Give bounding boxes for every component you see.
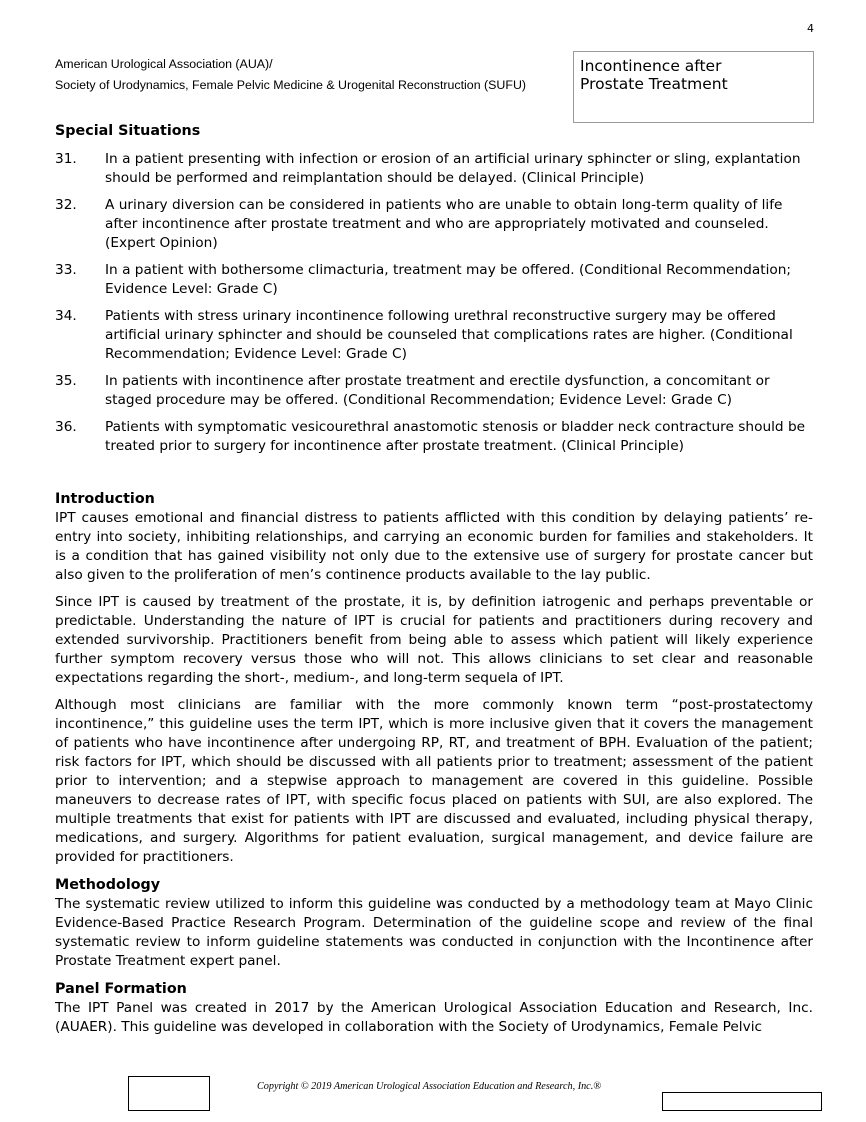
statement-text: Patients with symptomatic vesicourethral anastomotic stenosis or bladder neck contracture should be treated prior to surgery for incontinence after prostate treatment. (Clinical Principle) — [105, 419, 806, 454]
panel-formation-heading: Panel Formation — [55, 981, 187, 997]
statement-text: A urinary diversion can be considered in patients who are unable to obtain long-term quality of life after incontinence after prostate treatment and who are appropriately motivated and counseled. (Expert Opinion) — [105, 197, 783, 251]
organization-header — [55, 54, 565, 96]
statement-number: 36. — [55, 419, 77, 435]
page-content — [55, 121, 813, 1037]
title-line-2: Prostate Treatment — [580, 75, 728, 93]
org-line-2: Society of Urodynamics, Female Pelvic Medicine & Urogenital Reconstruction (SUFU) — [55, 78, 527, 92]
introduction-paragraph: Since IPT is caused by treatment of the prostate, it is, by definition iatrogenic and perhaps preventable or predictable. Understanding the nature of IPT is crucial for patients and practitioners during recovery and extended survivorship. Practitioners benefit from being able to assess which patient will likely experience further symptom recovery versus those who will not. This allows clinicians to set clear and reasonable expectations regarding the short-, medium-, and long-term sequela of IPT. — [55, 594, 813, 686]
statement-number: 33. — [55, 262, 77, 278]
statement-text: Patients with stress urinary incontinence following urethral reconstructive surgery may be offered artificial urinary sphincter and should be counseled that complications rates are higher. (Conditional Recommendation; Evidence Level: Grade C) — [105, 308, 793, 362]
statement-text: In a patient with bothersome climacturia, treatment may be offered. (Conditional Recommendation; Evidence Level: Grade C) — [105, 262, 792, 297]
org-line-1: American Urological Association (AUA)/ — [55, 57, 273, 71]
methodology-paragraph: The systematic review utilized to inform this guideline was conducted by a methodology team at Mayo Clinic Evidence-Based Practice Research Program. Determination of the guideline scope and review of the final systematic review to inform guideline statements was conducted in conjunction with the Incontinence after Prostate Treatment expert panel. — [55, 896, 813, 969]
page-number: 4 — [807, 22, 814, 35]
statement-item — [55, 307, 813, 364]
statement-item — [55, 196, 813, 253]
statement-item — [55, 418, 813, 456]
statement-item — [55, 150, 813, 188]
guideline-title-box — [573, 51, 814, 123]
panel-formation-paragraph: The IPT Panel was created in 2017 by the American Urological Association Education and Research, Inc. (AUAER). This guideline was developed in collaboration with the Society of Urodynamics, Female Pelvic — [55, 1000, 813, 1035]
statement-number: 31. — [55, 151, 77, 167]
statement-text: In patients with incontinence after prostate treatment and erectile dysfunction, a concomitant or staged procedure may be offered. (Conditional Recommendation; Evidence Level: Grade C) — [105, 373, 770, 408]
copyright-notice: Copyright © 2019 American Urological Association Education and Research, Inc.® — [257, 1081, 601, 1092]
methodology-heading: Methodology — [55, 877, 161, 893]
statement-text: In a patient presenting with infection or erosion of an artificial urinary sphincter or sling, explantation should be performed and reimplantation should be delayed. (Clinical Principle) — [105, 151, 801, 186]
footer-box-right — [662, 1092, 822, 1111]
special-situations-heading: Special Situations — [55, 123, 201, 139]
statement-number: 35. — [55, 373, 77, 389]
statement-item — [55, 261, 813, 299]
introduction-heading: Introduction — [55, 491, 155, 507]
statement-item — [55, 372, 813, 410]
title-line-1: Incontinence after — [580, 57, 722, 75]
statement-number: 32. — [55, 197, 77, 213]
statement-number: 34. — [55, 308, 77, 324]
introduction-paragraph: IPT causes emotional and financial distress to patients afflicted with this condition by delaying patients’ re-entry into society, inhibiting relationships, and carrying an economic burden for families and stakeholders. It is a condition that has gained visibility not only due to the extensive use of surgery for prostate cancer but also given to the proliferation of men’s continence products available to the lay public. — [55, 510, 813, 583]
introduction-paragraph: Although most clinicians are familiar with the more commonly known term “post-prostatectomy incontinence,” this guideline uses the term IPT, which is more inclusive given that it covers the management of patients who have incontinence after undergoing RP, RT, and treatment of BPH. Evaluation of the patient; risk factors for IPT, which should be discussed with all patients prior to treatment; assessment of the patient prior to intervention; and a stepwise approach to management are covered in this guideline. Possible maneuvers to decrease rates of IPT, with specific focus placed on patients with SUI, are also explored. The multiple treatments that exist for patients with IPT are discussed and evaluated, including physical therapy, medications, and surgery. Algorithms for patient evaluation, surgical management, and device failure are provided for practitioners. — [55, 697, 813, 865]
footer-box-left — [128, 1076, 210, 1111]
